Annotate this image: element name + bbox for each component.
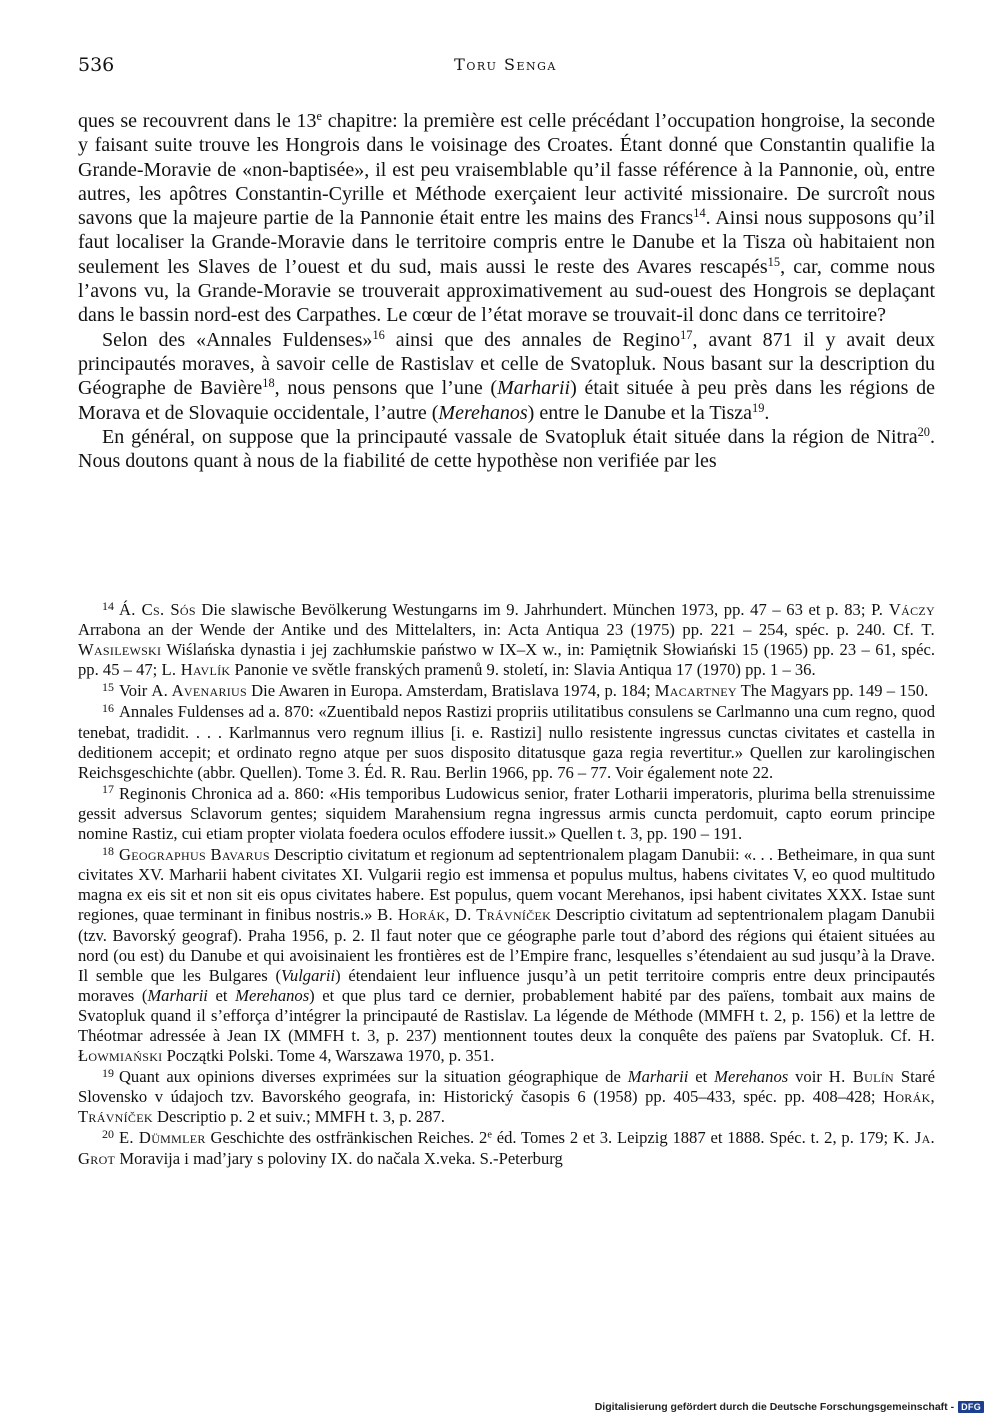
page-header bbox=[78, 54, 933, 80]
italic-text: Merehanos bbox=[438, 401, 528, 424]
author-name: Macartney bbox=[654, 681, 737, 701]
author-name: Á. Cs. Sós bbox=[118, 600, 196, 619]
running-title: Toru Senga bbox=[454, 55, 557, 74]
note-reference: e bbox=[316, 109, 322, 124]
author-name: L. Havlík bbox=[161, 660, 231, 680]
paragraph: En général, on suppose que la principauté vassale de Svatopluk était située dans la région de Nitra$^{20}$. Nous doutons quant à nous de la fiabilité de cette hypothèse non verifiée par les bbox=[78, 425, 935, 473]
note-reference: 19 bbox=[752, 400, 765, 415]
footnote-number: 16 bbox=[102, 701, 114, 716]
footnote-number: 17 bbox=[102, 782, 114, 797]
dfg-logo: DFG bbox=[958, 1401, 984, 1413]
author-name: A. Avenarius bbox=[151, 681, 247, 701]
note-reference: 14 bbox=[693, 206, 706, 221]
note-reference: e bbox=[487, 1129, 492, 1141]
footnote: $^{15}$ Voir A. Avenarius Die Awaren in Europa. Amsterdam, Bratislava 1974, p. 184; Macartney The Magyars pp. 149 – 150. bbox=[102, 680, 929, 701]
italic-text: Merehanos bbox=[235, 985, 310, 1005]
italic-text: Vulgarii bbox=[281, 965, 336, 985]
note-reference: 20 bbox=[917, 425, 930, 440]
footnote: $^{17}$ Reginonis Chronica ad a. 860: «His temporibus Ludowicus senior, frater Lotharii imperatoris, plurima bella strenuissime gessit adversus Sclavorum gentes; siquidem Marahensium regna ingressus armis cuncta perdomuit, capto eorum principe nomine Rastiz, cui etiam propter violata foedera oculos effodere iussit.» Quellen t. 3, pp. 190 – 191. bbox=[78, 782, 935, 844]
author-name: K. Ja. Grot bbox=[78, 1128, 935, 1168]
italic-text: Marharii bbox=[147, 985, 208, 1005]
footnote-number: 15 bbox=[102, 680, 114, 694]
author-name: H. Bulín bbox=[828, 1067, 894, 1087]
author-name: Geographus Bavarus bbox=[118, 845, 270, 865]
italic-text: Marharii bbox=[497, 377, 571, 400]
author-name: E. Dümmler bbox=[118, 1128, 206, 1148]
footnote: $^{19}$ Quant aux opinions diverses exprimées sur la situation géographique de Marharii et Merehanos voir H. Bulín Staré Slovensko v údajoch tzv. Bavorského geografa, in: Historický časopis 6 (1958) pp. 405–433, spéc. pp. 408–428; Horák, Trávníček Descriptio p. 2 et suiv.; MMFH t. 3, p. 287. bbox=[78, 1065, 936, 1127]
author-name: B. Horák, D. Trávníček bbox=[377, 905, 552, 925]
note-reference: 18 bbox=[262, 376, 275, 391]
italic-text: Marharii bbox=[627, 1067, 689, 1087]
author-name: T. Wasilewski bbox=[78, 620, 935, 660]
footnote-number: 19 bbox=[102, 1065, 114, 1080]
footnotes bbox=[78, 600, 935, 1170]
footer-text: Digitalisierung gefördert durch die Deutsche Forschungsgemeinschaft - bbox=[594, 1401, 955, 1413]
page-number: 536 bbox=[78, 54, 115, 76]
note-reference: 16 bbox=[372, 327, 385, 342]
digitization-footer bbox=[595, 1399, 984, 1415]
italic-text: Merehanos bbox=[714, 1067, 789, 1087]
footnote-number: 18 bbox=[102, 843, 114, 858]
footnote-number: 14 bbox=[102, 598, 114, 613]
note-reference: 15 bbox=[767, 254, 781, 269]
footnote: $^{20}$ E. Dümmler Geschichte des ostfränkischen Reiches. 2e éd. Tomes 2 et 3. Leipzig 1887 et 1888. Spéc. t. 2, p. 179; K. Ja. Grot Moravija i mad’jary s poloviny IX. do načala X.veka. S.-Peterburg bbox=[78, 1127, 935, 1168]
footnote-number: 20 bbox=[102, 1127, 114, 1142]
footnote: $^{18}$ Geographus Bavarus Descriptio civitatum et regionum ad septentrionalem plagam Danubii: «. . . Betheimare, in qua sunt civitates XV. Marharii habent civitates XI. Vulgarii regio est immensa et populus multus, habens civitates V, eo quod multitudo magna ex eis sit et non sit eis opus civitates habere. Est populus, quem vocant Merehanos, ipsi habent civitates XXX. Istae sunt regiones, quae terminant in finibus nostris.» B. Horák, D. Trávníček Descriptio civitatum ad septentrionalem plagam Danubii (tzv. Bavorský geograf). Praha 1956, p. 2. Il faut noter que ce géographe parle tout d’abord des régions qui étaient situées au nord (ou est) du Danube et qui avoisinaient les frontières est de l’Empire franc, lesquelles s’étendaient au sud jusqu’à la Drave. Il semble que les Bulgares (Vulgarii) étendaient leur influence jusqu’à un petit territoire compris entre deux principautés moraves (Marharii et Merehanos) et que plus tard ce dernier, probablement habité par des païens, tombait aux mains de Svatopluk quand il s’efforça d’intégrer la principauté de Rastislav. La légende de Méthode (MMFH t. 2, p. 156) et la lettre de Théotmar adressée à Jean IX (MMFH t. 3, p. 237) mentionnent toutes deux la conquête des païens par Svatopluk. Cf. H. Łowmiański Początki Polski. Tome 4, Warszawa 1970, p. 351. bbox=[78, 843, 936, 1066]
note-reference: 17 bbox=[680, 327, 693, 342]
footnote: $^{14}$ Á. Cs. Sós Die slawische Bevölkerung Westungarns im 9. Jahrhundert. München 1973, pp. 47 – 63 et p. 83; P. Váczy Arrabona an der Wende der Antike und des Mittelalters, in: Acta Antiqua 23 (1975) pp. 221 – 254, spéc. p. 240. Cf. T. Wasilewski Wiślańska dynastia i jej zachłumskie państwo w IX–X w., in: Pamiętnik Słowiański 15 (1965) pp. 23 – 61, spéc. pp. 45 – 47; L. Havlík Panonie ve světle franských pramenů 9. století, in: Slavia Antiqua 17 (1970) pp. 1 – 36. bbox=[78, 598, 935, 680]
author-name: H. Łowmiański bbox=[78, 1025, 935, 1066]
paragraph: Selon des «Annales Fuldenses»$^{16}$ ainsi que des annales de Regino$^{17}$, avant 871 il y avait deux principautés moraves, à savoir celle de Rastislav et celle de Svatopluk. Nous basant sur la description du Géographe de Bavière$^{18}$, nous pensons que l’une (Marharii) était située à peu près dans les régions de Morava et de Slovaquie occidentale, l’autre (Merehanos) entre le Danube et la Tisza$^{19}$. bbox=[78, 327, 936, 424]
paragraph: ques se recouvrent dans le 13e chapitre: la première est celle précédant l’occupation hongroise, la seconde y faisant suite trouve les Hongrois dans le voisinage des Croates. Étant donné que Constantin qualifie la Grande-Moravie de «non-baptisée», il est peu vraisemblable qu’il fasse référence à la Pannonie, où, entre autres, les apôtres Constantin-Cyrille et Méthode exerçaient leur activité missionaire. De surcroît nous savons que la majeure partie de la Pannonie était entre les mains des Francs$^{14}$. Ainsi nous supposons qu’il faut localiser la Grande-Moravie dans le territoire compris entre le Danube et la Tisza où habitaient non seulement les Slaves de l’ouest et du sud, mais aussi le reste des Avares rescapés$^{15}$, car, comme nous l’avons vu, la Grande-Moravie se trouverait approximativement au sud-ouest des Hongrois se deplaçant dans le bassin nord-est des Carpathes. Le cœur de l’état morave se trouvait-il donc dans ce territoire? bbox=[78, 109, 936, 327]
author-name: P. Váczy bbox=[871, 600, 935, 619]
author-name: Horák, Trávníček bbox=[78, 1087, 935, 1127]
footnote: $^{16}$ Annales Fuldenses ad a. 870: «Zuentibald nepos Rastizi propriis utilitatibus consulens se Carlmanno una cum regno, quod tenebat, tradidit. . . . Karlmannus vero regnum illius [i. e. Rastizi] nullo resistente ingressus cunctas civitates et castella in deditionem accepit; et ordinato regno atque per suos disposito ditatusque gaza regia revertitur.» Quellen zur karolingischen Reichsgeschichte (abbr. Quellen). Tome 3. Éd. R. Rau. Berlin 1966, pp. 76 – 77. Voir également note 22. bbox=[78, 701, 935, 782]
body-text bbox=[78, 109, 935, 473]
